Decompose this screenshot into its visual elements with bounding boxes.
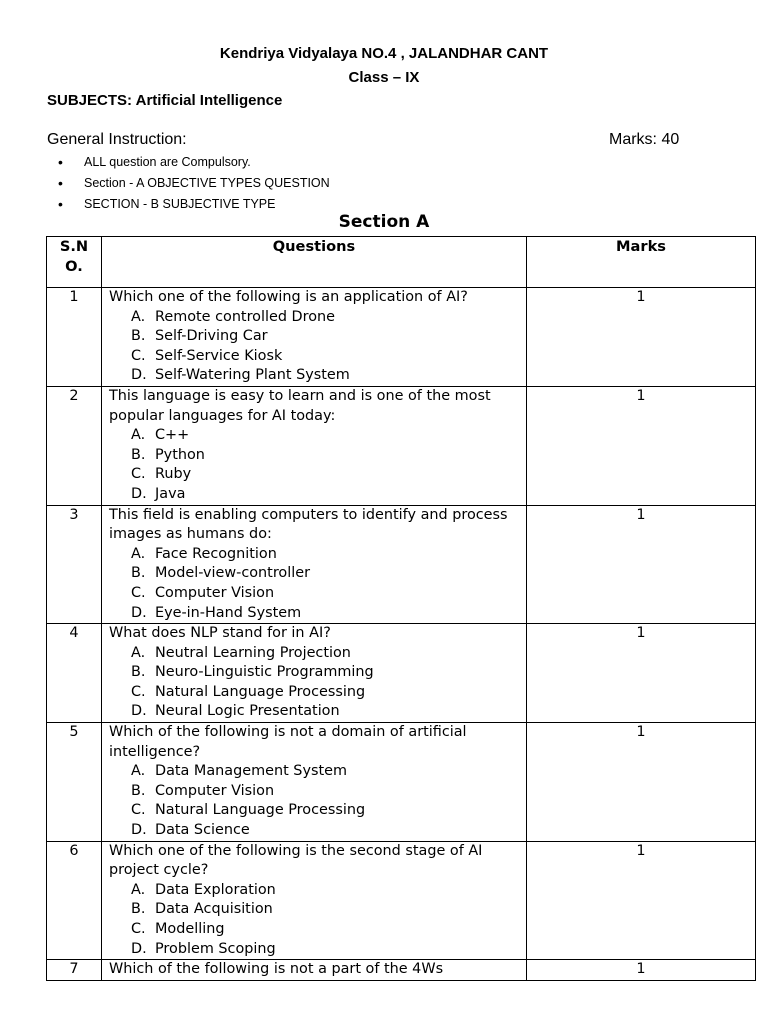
option-letter: A. (131, 763, 146, 780)
total-marks: Marks: 40 (609, 131, 680, 148)
option-text: Modelling (155, 921, 225, 937)
option-letter: B. (131, 328, 146, 345)
answer-option (109, 485, 526, 505)
table-row (47, 505, 756, 624)
question-number: 2 (47, 386, 102, 505)
table-row (47, 624, 756, 723)
option-text: Neutral Learning Projection (155, 644, 351, 661)
question-text: Which one of the following is an application of AI? (109, 289, 468, 305)
question-text: Which of the following is not a domain of artificial intelligence? (109, 724, 467, 760)
class-label: Class – IX (348, 69, 420, 86)
question-cell (102, 624, 527, 723)
instruction-item: • SECTION - B SUBJECTIVE TYPE (58, 194, 330, 215)
option-text: Self-Service Kiosk (155, 347, 283, 364)
instruction-item: • Section - A OBJECTIVE TYPES QUESTION (58, 173, 330, 194)
question-marks: 1 (527, 841, 756, 960)
answer-option (109, 881, 526, 901)
option-letter: B. (131, 565, 146, 582)
answer-option (109, 545, 526, 565)
question-marks: 1 (527, 624, 756, 723)
option-letter: B. (131, 446, 146, 463)
question-text: Which one of the following is the second stage of AI project cycle? (109, 842, 483, 879)
question-number: 3 (47, 505, 102, 624)
table-row (47, 288, 756, 387)
question-number: 4 (47, 624, 102, 723)
answer-option (109, 564, 526, 584)
table-row (47, 723, 756, 842)
option-letter: D. (131, 485, 147, 502)
question-number: 1 (47, 288, 102, 387)
option-letter: D. (131, 367, 147, 384)
questions-body (47, 288, 756, 981)
option-letter: A. (131, 644, 146, 661)
question-text: This language is easy to learn and is one of the most popular languages for AI today: (109, 387, 491, 424)
sno-header-line: S.N (59, 238, 89, 255)
option-letter: D. (131, 822, 147, 839)
option-text: Natural Language Processing (155, 683, 366, 700)
option-text: C++ (155, 427, 190, 444)
option-letter: C. (131, 347, 146, 364)
table-header-row (47, 237, 756, 288)
question-cell (102, 386, 527, 505)
marks-header: Marks (527, 237, 756, 288)
option-text: Data Exploration (155, 881, 276, 898)
option-text: Python (155, 446, 205, 463)
question-number: 6 (47, 841, 102, 960)
questions-header: Questions (102, 237, 527, 288)
option-text: Neuro-Linguistic Programming (155, 664, 374, 681)
question-text: This field is enabling computers to identify and process images as humans do: (109, 506, 508, 543)
option-letter: D. (131, 703, 147, 720)
option-text: Eye-in-Hand System (155, 604, 302, 621)
answer-option (109, 347, 526, 367)
answer-option (109, 465, 526, 485)
subjects-label: SUBJECTS: Artificial Intelligence (47, 92, 283, 109)
question-cell (102, 288, 527, 387)
option-letter: A. (131, 427, 146, 444)
answer-option (109, 900, 526, 920)
instruction-list (58, 152, 330, 215)
option-text: Self-Watering Plant System (155, 367, 350, 384)
question-marks: 1 (527, 505, 756, 624)
option-letter: B. (131, 901, 146, 918)
question-cell (102, 960, 527, 981)
answer-option (109, 801, 526, 821)
option-letter: B. (131, 782, 146, 799)
option-text: Neural Logic Presentation (155, 703, 340, 720)
answer-option (109, 604, 526, 624)
option-text: Face Recognition (155, 545, 277, 562)
question-number: 7 (47, 960, 102, 981)
option-text: Java (155, 485, 186, 502)
question-cell (102, 723, 527, 842)
question-marks: 1 (527, 723, 756, 842)
option-text: Self-Driving Car (155, 328, 268, 345)
option-letter: A. (131, 545, 146, 562)
answer-option (109, 821, 526, 841)
school-name: Kendriya Vidyalaya NO.4 , JALANDHAR CANT (219, 45, 549, 62)
answer-option (109, 663, 526, 683)
sno-header-line: O. (65, 257, 83, 275)
question-marks: 1 (527, 960, 756, 981)
option-letter: A. (131, 308, 146, 325)
option-text: Computer Vision (155, 782, 275, 799)
answer-option (109, 584, 526, 604)
answer-option (109, 446, 526, 466)
answer-option (109, 683, 526, 703)
option-text: Remote controlled Drone (155, 308, 336, 325)
answer-option (109, 920, 526, 940)
answer-option (109, 782, 526, 802)
answer-option (109, 940, 526, 960)
question-number: 5 (47, 723, 102, 842)
option-text: Model-view-controller (155, 565, 310, 582)
answer-option (109, 644, 526, 664)
option-letter: D. (131, 604, 147, 621)
option-text: Natural Language Processing (155, 802, 366, 819)
general-instruction-heading: General Instruction: (47, 131, 187, 148)
answer-option (109, 308, 526, 328)
option-letter: C. (131, 683, 146, 700)
answer-option (109, 426, 526, 446)
option-text: Data Science (155, 822, 250, 839)
question-marks: 1 (527, 288, 756, 387)
option-letter: C. (131, 802, 146, 819)
instruction-item: • ALL question are Compulsory. (58, 152, 330, 173)
question-text: Which of the following is not a part of the 4Ws (109, 961, 444, 978)
table-row (47, 386, 756, 505)
answer-option (109, 702, 526, 722)
answer-option (109, 366, 526, 386)
section-title: Section A (338, 212, 430, 232)
question-text: What does NLP stand for in AI? (109, 625, 331, 642)
questions-table (46, 236, 756, 981)
question-marks: 1 (527, 386, 756, 505)
option-letter: C. (131, 584, 146, 601)
option-text: Data Management System (155, 763, 347, 780)
question-cell (102, 505, 527, 624)
option-letter: C. (131, 466, 146, 483)
option-letter: D. (131, 940, 147, 957)
question-cell (102, 841, 527, 960)
option-letter: B. (131, 664, 146, 681)
answer-option (109, 762, 526, 782)
sno-header (47, 237, 102, 288)
table-row (47, 841, 756, 960)
option-text: Computer Vision (155, 584, 275, 601)
option-text: Data Acquisition (155, 901, 273, 918)
option-text: Ruby (155, 466, 192, 483)
option-letter: C. (131, 921, 146, 937)
answer-option (109, 327, 526, 347)
option-text: Problem Scoping (155, 940, 276, 957)
table-row (47, 960, 756, 981)
option-letter: A. (131, 881, 146, 898)
